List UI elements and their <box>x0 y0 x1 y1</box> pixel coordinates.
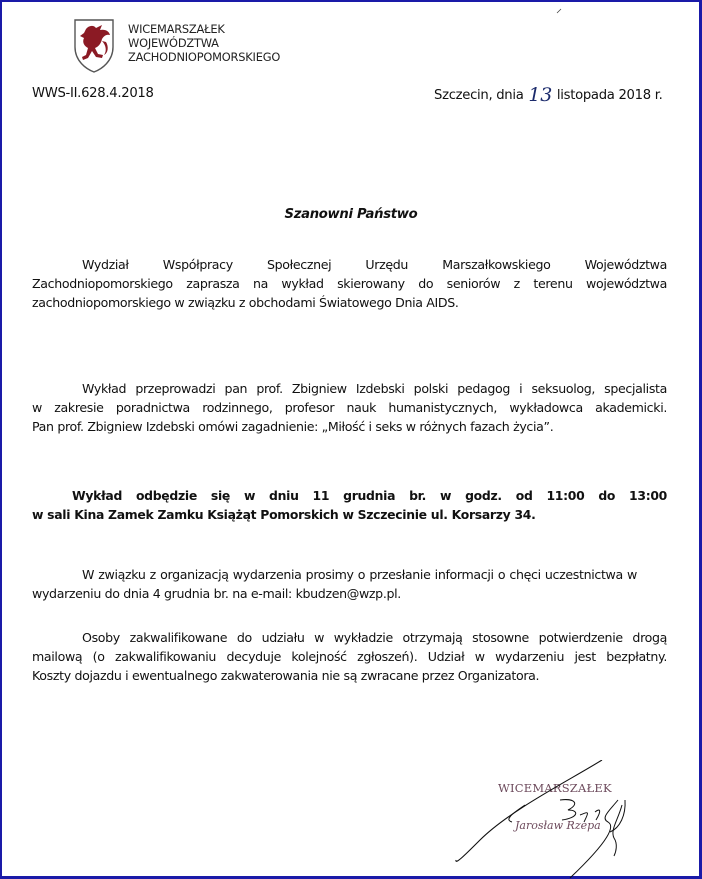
reference-number: WWS-II.628.4.2018 <box>32 86 154 101</box>
paragraph-line: w sali Kina Zamek Zamku Książąt Pomorskich w Szczecinie ul. Korsarzy 34. <box>32 507 536 522</box>
griffin-crest-icon <box>72 17 116 73</box>
paragraph-line: mailową (o zakwalifikowaniu decyduje kolejność zgłoszeń). Udział w wydarzeniu jest bezpłatny. <box>32 649 667 664</box>
ink-speck <box>556 8 562 14</box>
paragraph-invitation <box>32 255 667 312</box>
date-prefix: Szczecin, dnia <box>434 88 524 103</box>
paragraph-line: Wykład przeprowadzi pan prof. Zbigniew Izdebski polski pedagog i seksuolog, specjalista <box>82 381 667 396</box>
paragraph-event-details <box>32 486 667 524</box>
salutation: Szanowni Państwo <box>284 207 418 222</box>
stamp-title: WICEMARSZAŁEK <box>498 781 612 795</box>
paragraph-line: Pan prof. Zbigniew Izdebski omówi zagadnienie: „Miłość i seks w różnych fazach życia”. <box>32 419 554 434</box>
letter-date <box>434 84 663 106</box>
paragraph-line: zachodniopomorskiego w związku z obchodami Światowego Dnia AIDS. <box>32 295 459 310</box>
paragraph-line: Koszty dojazdu i ewentualnego zakwaterowania nie są zwracane przez Organizatora. <box>32 668 540 683</box>
paragraph-qualification <box>32 628 667 685</box>
stamp-name: Jarosław Rzepa <box>515 819 601 832</box>
paragraph-lecturer <box>32 379 667 436</box>
org-line: WICEMARSZAŁEK <box>128 22 225 36</box>
date-suffix: listopada 2018 r. <box>556 88 663 103</box>
paragraph-registration <box>32 565 667 603</box>
date-day-handwritten: 13 <box>528 84 552 106</box>
paragraph-line: Osoby zakwalifikowane do udziału w wykładzie otrzymają stosowne potwierdzenie drogą <box>82 630 667 645</box>
paragraph-line: w zakresie poradnictwa rodzinnego, profesor nauk humanistycznych, wykładowca akademicki. <box>32 400 667 415</box>
paragraph-line: Zachodniopomorskiego zaprasza na wykład skierowany do seniorów z terenu województwa <box>32 276 667 291</box>
letterhead-organization <box>128 22 280 64</box>
org-line: ZACHODNIOPOMORSKIEGO <box>128 50 281 64</box>
org-line: WOJEWÓDZTWA <box>128 36 219 50</box>
paragraph-line: Wydział Współpracy Społecznej Urzędu Marszałkowskiego Województwa <box>82 257 667 272</box>
handwritten-signature <box>450 760 702 879</box>
paragraph-line: Wykład odbędzie się w dniu 11 grudnia br. w godz. od 11:00 do 13:00 <box>72 488 667 503</box>
paragraph-line: wydarzeniu do dnia 4 grudnia br. na e-mail: kbudzen@wzp.pl. <box>32 586 401 601</box>
paragraph-line: W związku z organizacją wydarzenia prosimy o przesłanie informacji o chęci uczestnictwa w <box>82 567 637 582</box>
